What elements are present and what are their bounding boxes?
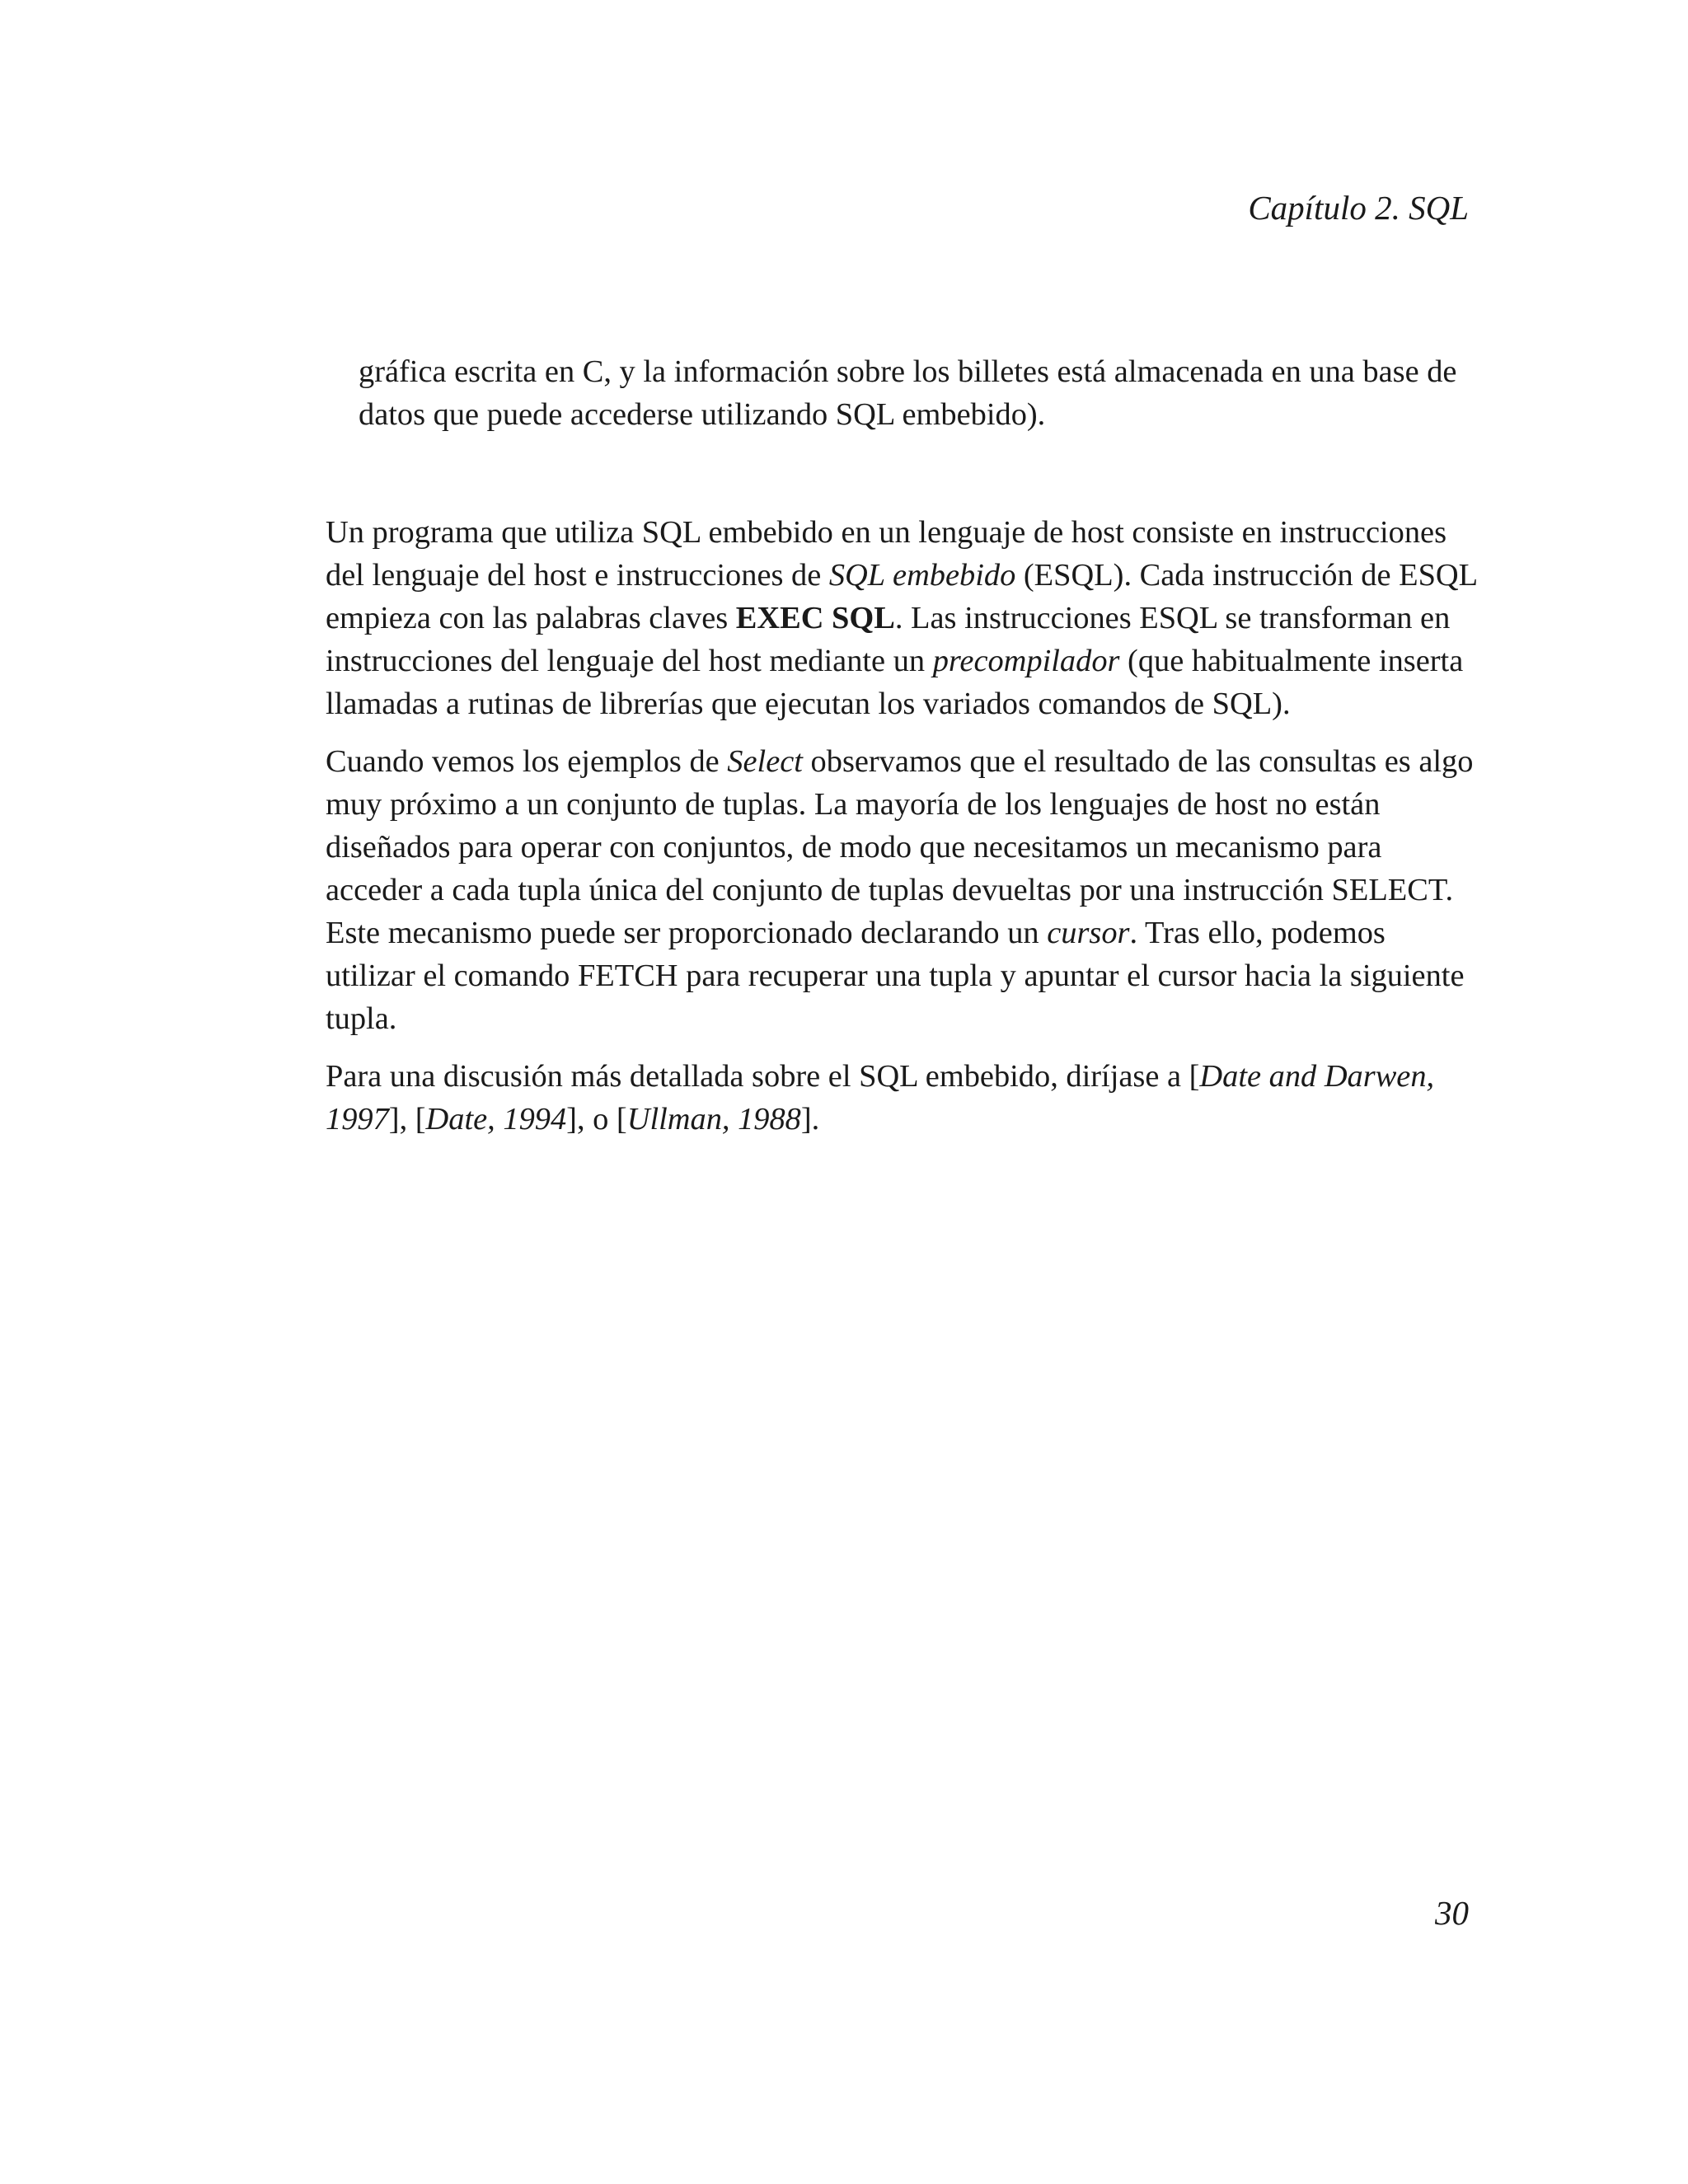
continued-paragraph-text: gráfica escrita en C, y la información sobre los billetes está almacenada en una base de datos que puede accederse utilizando SQL embebido). <box>359 354 1457 432</box>
paragraph-2-text-1: Cuando vemos los ejemplos de <box>326 744 728 779</box>
paragraph-3-text-2: ], [ <box>388 1102 426 1137</box>
paragraph-references <box>326 1055 1479 1141</box>
continued-paragraph <box>359 350 1479 436</box>
paragraph-2-text-3: . Tras ello, podemos utilizar el comando FETCH para recuperar una tupla y apuntar el cursor hacia la siguiente tupla. <box>326 916 1465 1036</box>
paragraph-cursor <box>326 740 1479 1040</box>
keyword-exec-sql: EXEC SQL <box>735 601 895 635</box>
paragraph-1-text-3: . Las instrucciones ESQL se transforman en instrucciones del lenguaje del host mediante un <box>326 601 1451 678</box>
paragraph-1-text-4: (que habitualmente inserta llamadas a rutinas de librerías que ejecutan los variados comandos de SQL). <box>326 644 1464 721</box>
paragraph-1-text-1: Un programa que utiliza SQL embebido en un lenguaje de host consiste en instrucciones del lenguaje del host e instrucciones de <box>326 515 1447 593</box>
reference-date: Date, 1994 <box>425 1102 567 1137</box>
paragraph-esql-intro <box>326 511 1479 725</box>
paragraph-3-text-4: ]. <box>800 1102 820 1137</box>
reference-date-darwen: Date and Darwen, 1997 <box>326 1059 1435 1137</box>
term-sql-embebido: SQL embebido <box>828 558 1016 593</box>
page-number: 30 <box>1435 1894 1469 1932</box>
running-header: Capítulo 2. SQL <box>1248 189 1469 227</box>
term-cursor: cursor <box>1047 916 1130 950</box>
term-precompilador: precompilador <box>932 644 1120 678</box>
term-select: Select <box>727 744 803 779</box>
paragraph-2-text-2: observamos que el resultado de las consultas es algo muy próximo a un conjunto de tuplas. La mayoría de los lenguajes de host no están diseñados para operar con conjuntos, de modo que necesitamos un mecanismo para acceder a cada tupla única del conjunto de tuplas devueltas por una instrucción SELECT. Este mecanismo puede ser proporcionado declarando un <box>326 744 1474 950</box>
paragraph-3-text-3: ], o [ <box>566 1102 627 1137</box>
reference-ullman: Ullman, 1988 <box>626 1102 801 1137</box>
paragraph-3-text-1: Para una discusión más detallada sobre el SQL embebido, diríjase a [ <box>326 1059 1200 1094</box>
body-text <box>326 511 1479 1155</box>
paragraph-1-text-2: (ESQL). Cada instrucción de ESQL empieza con las palabras claves <box>326 558 1477 635</box>
